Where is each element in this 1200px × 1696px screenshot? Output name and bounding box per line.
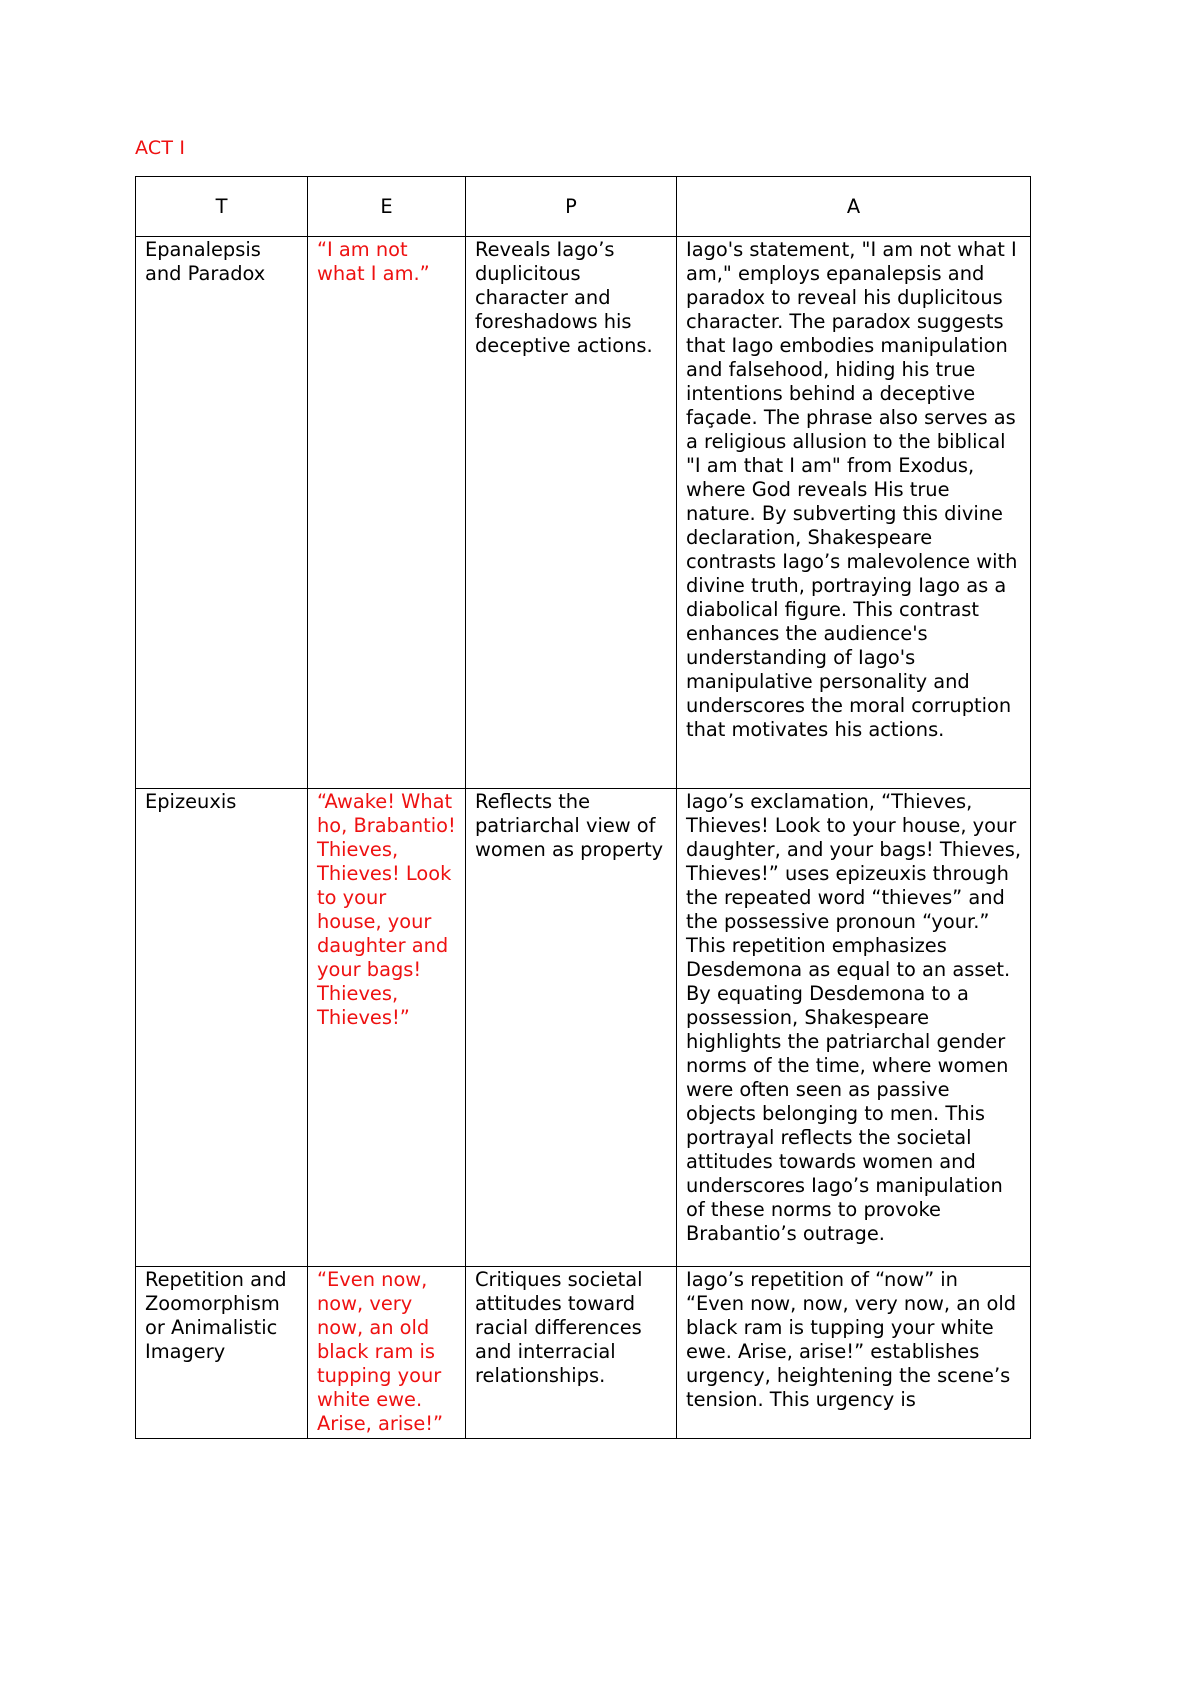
point-cell: Critiques societal attitudes toward racial differences and interracial relationships. — [466, 1267, 677, 1439]
header-analysis: A — [677, 177, 1031, 237]
technique-cell: Epizeuxis — [136, 789, 308, 1267]
point-cell: Reflects the patriarchal view of women as property — [466, 789, 677, 1267]
point-cell: Reveals Iago’s duplicitous character and foreshadows his deceptive actions. — [466, 237, 677, 789]
evidence-quote-cell: “Even now, now, very now, an old black ram is tupping your white ewe. Arise, arise!” — [308, 1267, 466, 1439]
table-header-row — [136, 177, 1031, 237]
table-row — [136, 1267, 1031, 1439]
act-heading: ACT I — [135, 137, 186, 159]
header-point: P — [466, 177, 677, 237]
header-evidence: E — [308, 177, 466, 237]
technique-cell: Repetition and Zoomorphism or Animalistic Imagery — [136, 1267, 308, 1439]
header-technique: T — [136, 177, 308, 237]
analysis-cell: Iago’s repetition of “now” in “Even now, now, very now, an old black ram is tupping your white ewe. Arise, arise!” establishes urgency, heightening the scene’s tension. This urgency is — [677, 1267, 1031, 1439]
analysis-cell: Iago’s exclamation, “Thieves, Thieves! Look to your house, your daughter, and your bags! Thieves, Thieves!” uses epizeuxis through the repeated word “thieves” and the possessive pronoun “your.” This repetition emphasizes Desdemona as equal to an asset. By equating Desdemona to a possession, Shakespeare highlights the patriarchal gender norms of the time, where women were often seen as passive objects belonging to men. This portrayal reflects the societal attitudes towards women and underscores Iago’s manipulation of these norms to provoke Brabantio’s outrage. — [677, 789, 1031, 1267]
tepa-analysis-table — [135, 176, 1031, 1439]
technique-cell: Epanalepsis and Paradox — [136, 237, 308, 789]
table-row — [136, 237, 1031, 789]
evidence-quote-cell: “Awake! What ho, Brabantio! Thieves, Thieves! Look to your house, your daughter and your bags! Thieves, Thieves!” — [308, 789, 466, 1267]
evidence-quote-cell: “I am not what I am.” — [308, 237, 466, 789]
table-row — [136, 789, 1031, 1267]
analysis-cell: Iago's statement, "I am not what I am," employs epanalepsis and paradox to reveal his duplicitous character. The paradox suggests that Iago embodies manipulation and falsehood, hiding his true intentions behind a deceptive façade. The phrase also serves as a religious allusion to the biblical "I am that I am" from Exodus, where God reveals His true nature. By subverting this divine declaration, Shakespeare contrasts Iago’s malevolence with divine truth, portraying Iago as a diabolical figure. This contrast enhances the audience's understanding of Iago's manipulative personality and underscores the moral corruption that motivates his actions. — [677, 237, 1031, 789]
